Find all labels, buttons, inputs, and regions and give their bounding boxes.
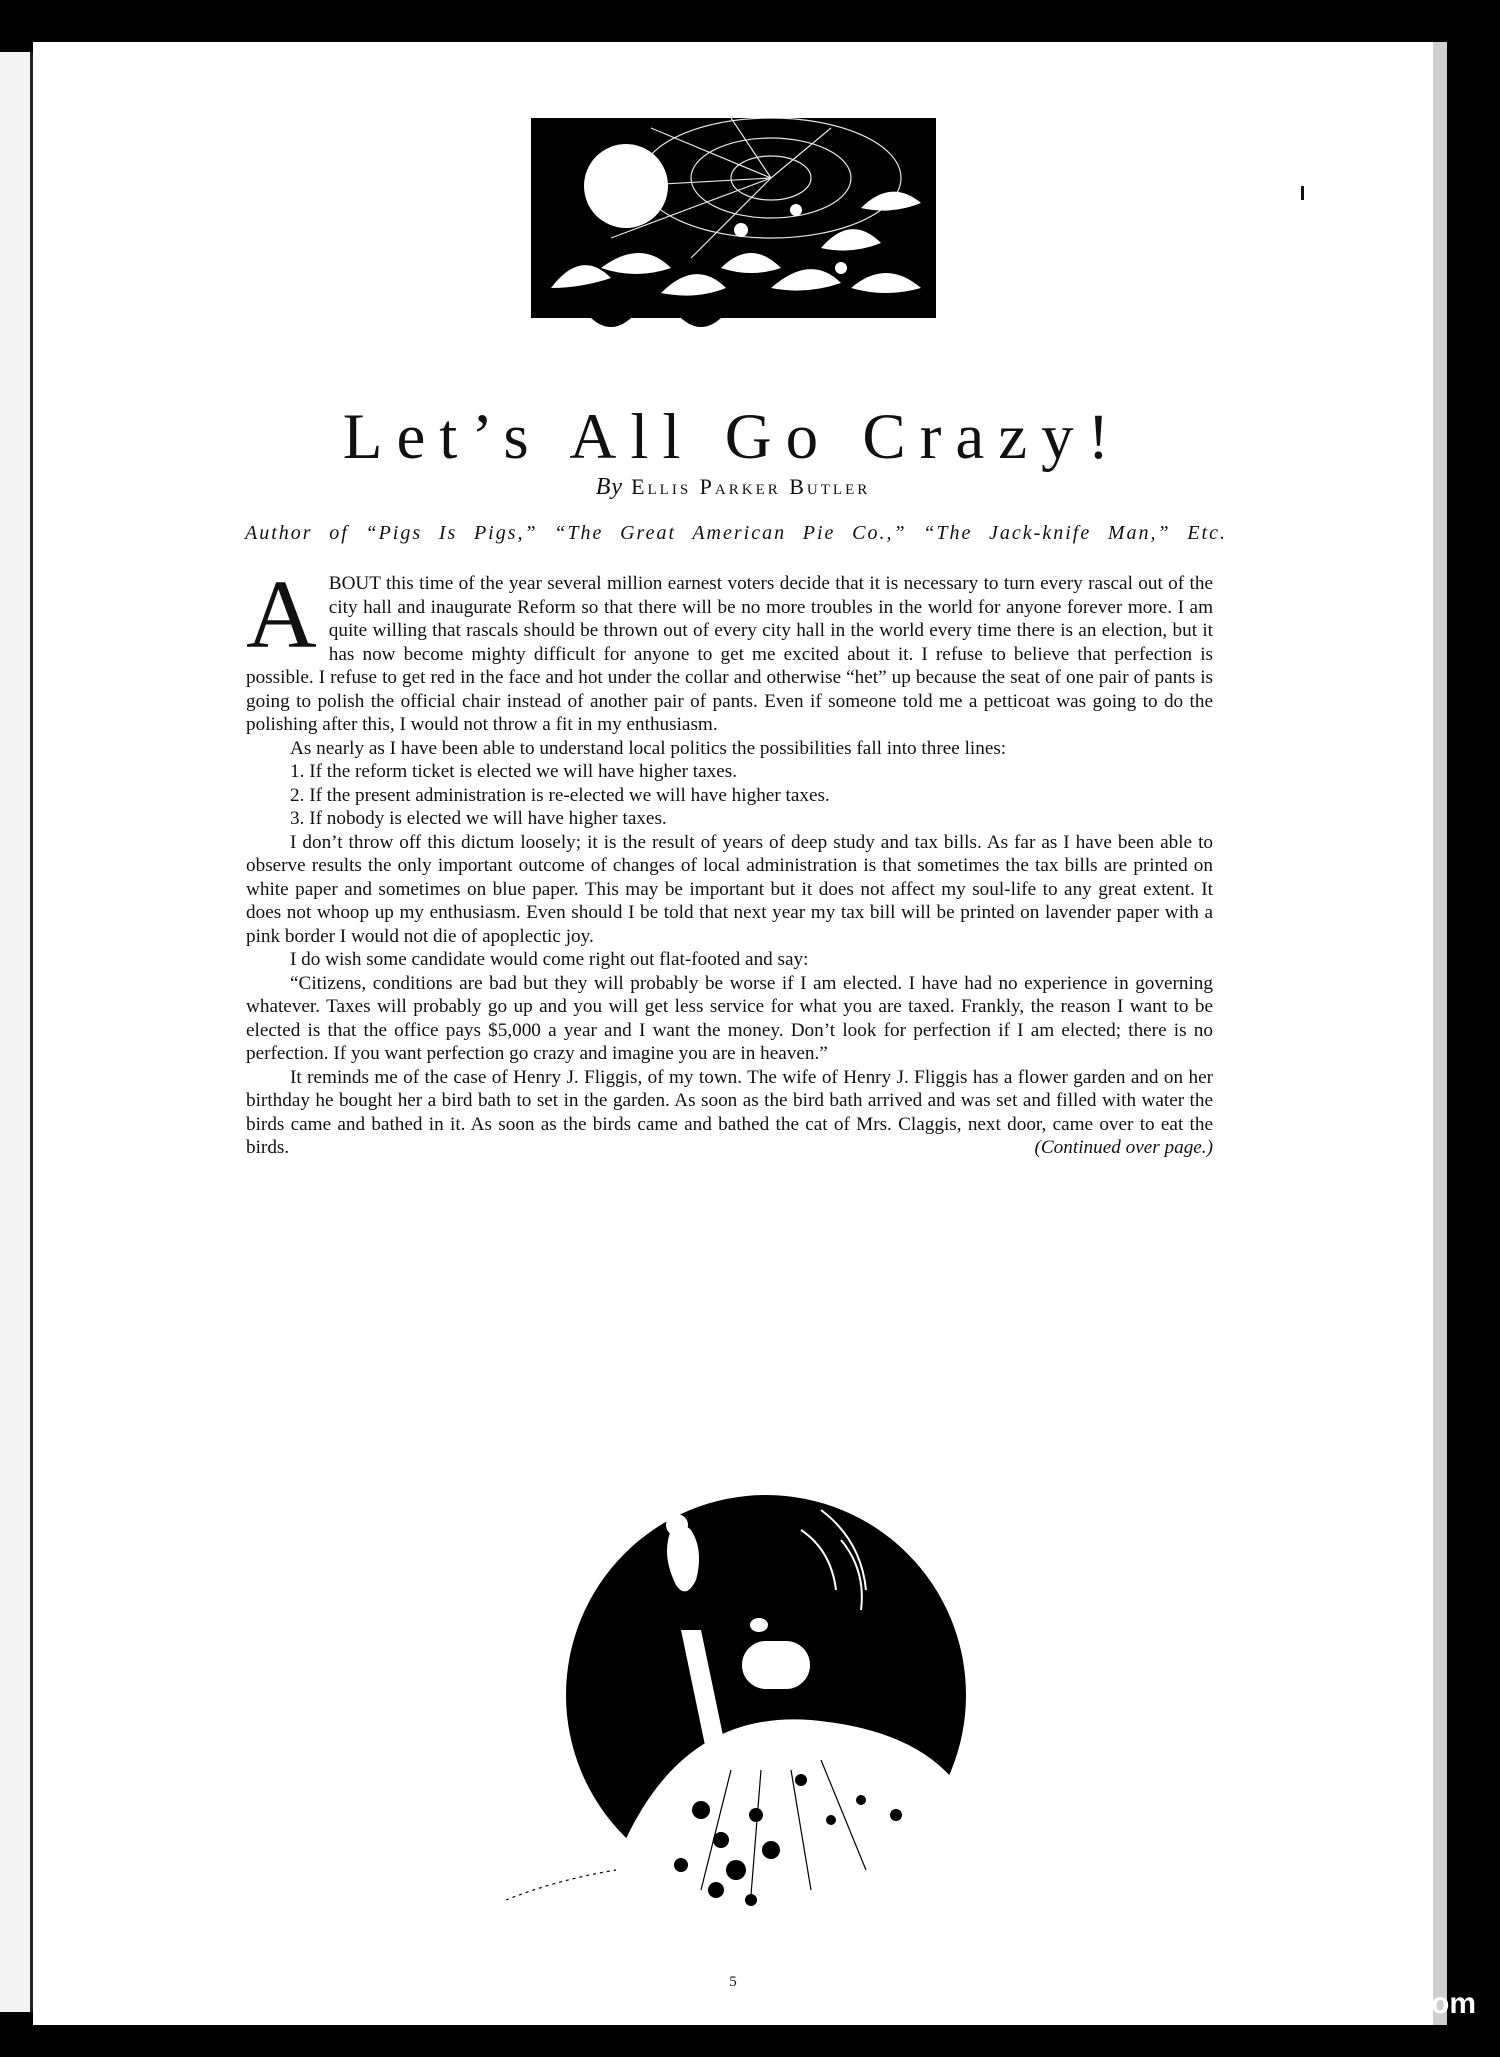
facing-page-edge: [0, 52, 33, 2012]
byline: [33, 474, 1433, 501]
article-body: [246, 561, 1213, 1160]
paragraph-3: I don’t throw off this dictum loosely; it is the result of years of deep study and tax bills. As far as I have been able to observe results the only important outcome of changes of local administration is that sometimes the tax bills are printed on white paper and sometimes on blue paper. This may be important but it does not affect my soul-life to any great extent. It does not whoop up my enthusiasm. Even should I be told that next year my tax bill will be printed on lavender paper with a pink border I would not die of apoplectic joy.: [246, 831, 1213, 947]
list-item: 2. If the present administration is re-elected we will have higher taxes.: [290, 784, 830, 806]
paragraph-1-text: BOUT this time of the year several million earnest voters decide that it is necessary to turn every rascal out of the city hall and inaugurate Reform so that there will be no more troubles in the world for anyone forever more. I am quite willing that rascals should be thrown out of every city hall in the world every time there is an election, but it has now become mighty difficult for anyone to get me excited about it. I refuse to believe that perfection is possible. I refuse to get red in the face and hot under the collar and otherwise “het” up because the seat of one pair of pants is going to polish the official chair instead of another pair of pants. Even if someone told me a petticoat was going to do the polishing after this, I would not throw a fit in my enthusiasm.: [246, 573, 1213, 735]
page-mark: [1301, 186, 1304, 200]
paragraph-6: [246, 1066, 1213, 1160]
author-name: Ellis Parker Butler: [631, 474, 871, 499]
author-credits: Author of “Pigs Is Pigs,” “The Great American Pie Co.,” “The Jack-knife Man,” Etc.: [245, 522, 1227, 544]
moon-spiderweb-icon: [531, 118, 936, 336]
drop-cap: A: [246, 561, 317, 669]
paragraph-6-text: It reminds me of the case of Henry J. Fliggis, of my town. The wife of Henry J. Fliggis has a flower garden and on her birthday he bought her a bird bath to set in the garden. As soon as the bird bath arrived and was set and filled with water the birds came and bathed in it. As soon as the birds came and bathed the cat of Mrs. Claggis, next door, came over to eat the birds.: [246, 1066, 1213, 1158]
list-item: 1. If the reform ticket is elected we will have higher taxes.: [290, 761, 737, 782]
continued-note: (Continued over page.): [1034, 1137, 1213, 1158]
paragraph-5: “Citizens, conditions are bad but they will probably be worse if I am elected. I have had no experience in governing whatever. Taxes will probably go up and you will get less service for what you are taxed. Frankly, the reason I want to be elected is that the office pays $5,000 a year and I want the money. Don’t look for perfection if I am elected; there is no perfection. If you want perfection go crazy and imagine you are in heaven.”: [246, 972, 1213, 1064]
page-number: 5: [729, 1974, 737, 1990]
paragraph-1: [246, 561, 1213, 737]
page-shadow: [1433, 42, 1447, 2025]
magazine-page: [33, 42, 1433, 2025]
paragraph-4: I do wish some candidate would come right out flat-footed and say:: [290, 949, 809, 970]
article-title: Let’s All Go Crazy!: [342, 401, 1124, 473]
bird-on-birdbath-icon: [501, 1470, 1021, 1950]
list-item: 3. If nobody is elected we will have higher taxes.: [290, 808, 667, 829]
paragraph-2: As nearly as I have been able to understand local politics the possibilities fall into three lines:: [290, 737, 1007, 759]
watermark: comicbooks.com: [1230, 1987, 1476, 2020]
byline-by: By: [595, 474, 624, 500]
